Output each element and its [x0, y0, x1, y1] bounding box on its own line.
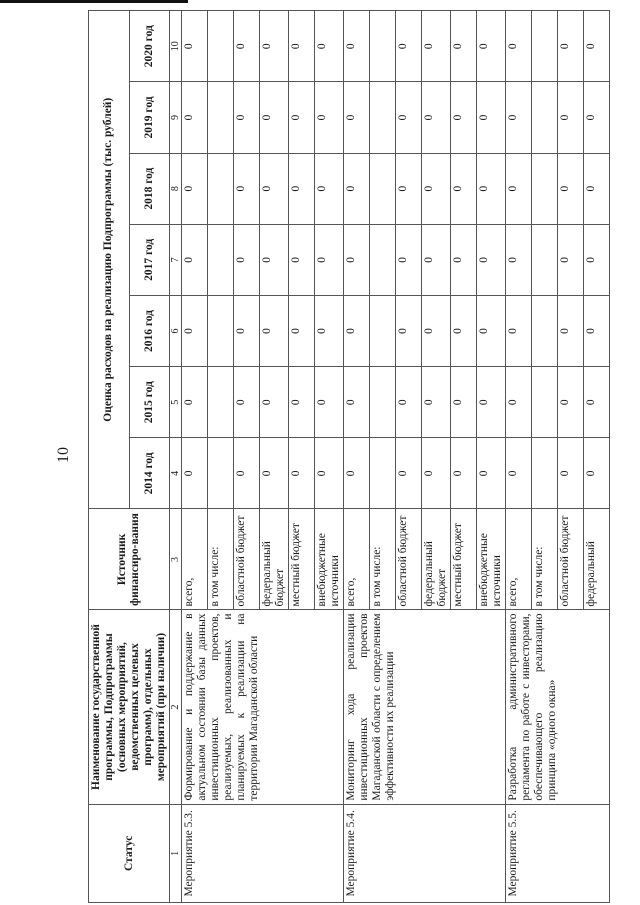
page-number: 10: [55, 447, 72, 463]
cost-value: 0: [234, 367, 260, 438]
column-number: 8: [170, 153, 182, 224]
cost-value: 0: [506, 438, 532, 509]
cost-value: 0: [182, 82, 208, 153]
activity-status: Мероприятие 5.3.: [182, 804, 344, 902]
cost-value: 0: [422, 367, 451, 438]
source-label: федеральный бюджет: [260, 509, 289, 610]
cost-value: 0: [234, 295, 260, 366]
cost-value: 0: [344, 367, 370, 438]
source-label: областной бюджет: [396, 509, 422, 610]
column-number: 2: [170, 610, 182, 804]
cost-value: 0: [506, 295, 532, 366]
activity-name: Разработка административного регламента по работе с инвесторами, обеспечивающего реализацию принципа «одного окна»: [506, 610, 610, 804]
cost-value: [370, 224, 396, 295]
cost-value: 0: [506, 224, 532, 295]
source-label: в том числе:: [370, 509, 396, 610]
cost-value: 0: [477, 438, 506, 509]
cost-value: 0: [477, 367, 506, 438]
cost-value: 0: [344, 82, 370, 153]
header-year: 2019 год: [129, 82, 170, 153]
cost-value: [208, 224, 234, 295]
cost-value: 0: [584, 438, 610, 509]
cost-value: 0: [289, 367, 315, 438]
cost-value: [370, 153, 396, 224]
costs-table: [88, 10, 610, 903]
cost-value: [370, 82, 396, 153]
cost-value: [208, 438, 234, 509]
rotated-table-area: [88, 10, 597, 903]
cost-value: 0: [234, 153, 260, 224]
cost-value: 0: [344, 11, 370, 82]
cost-value: [370, 295, 396, 366]
cost-value: 0: [477, 153, 506, 224]
cost-value: 0: [477, 224, 506, 295]
cost-value: 0: [182, 367, 208, 438]
cost-value: 0: [182, 295, 208, 366]
cost-value: 0: [315, 367, 344, 438]
cost-value: 0: [422, 11, 451, 82]
cost-value: 0: [315, 295, 344, 366]
column-number: 7: [170, 224, 182, 295]
cost-value: 0: [584, 224, 610, 295]
source-label: всего,: [344, 509, 370, 610]
cost-value: 0: [344, 153, 370, 224]
cost-value: 0: [451, 367, 477, 438]
table-row: [182, 11, 208, 903]
cost-value: 0: [289, 82, 315, 153]
cost-value: 0: [260, 153, 289, 224]
cost-value: 0: [396, 153, 422, 224]
cost-value: [532, 224, 558, 295]
cost-value: [208, 367, 234, 438]
cost-value: 0: [260, 367, 289, 438]
header-year: 2017 год: [129, 224, 170, 295]
source-label: всего,: [506, 509, 532, 610]
cost-value: 0: [558, 82, 584, 153]
cost-value: 0: [289, 153, 315, 224]
cost-value: 0: [315, 438, 344, 509]
header-year: 2016 год: [129, 295, 170, 366]
cost-value: [532, 295, 558, 366]
table-row: [506, 11, 532, 903]
cost-value: 0: [260, 224, 289, 295]
cost-value: 0: [396, 224, 422, 295]
table-row: [344, 11, 370, 903]
cost-value: 0: [506, 367, 532, 438]
cost-value: 0: [396, 82, 422, 153]
cost-value: 0: [344, 224, 370, 295]
cost-value: [532, 438, 558, 509]
activity-status: Мероприятие 5.5.: [506, 804, 610, 902]
cost-value: 0: [396, 11, 422, 82]
cost-value: 0: [506, 11, 532, 82]
source-label: в том числе:: [532, 509, 558, 610]
cost-value: 0: [506, 153, 532, 224]
header-year: 2020 год: [129, 11, 170, 82]
cost-value: 0: [315, 224, 344, 295]
header-source: Источник финансиро-вания: [89, 509, 170, 610]
cost-value: 0: [584, 367, 610, 438]
cost-value: 0: [451, 153, 477, 224]
header-year: 2014 год: [129, 438, 170, 509]
cost-value: 0: [451, 224, 477, 295]
source-label: местный бюджет: [289, 509, 315, 610]
header-name: Наименование государственной программы, Подпрограммы (основных мероприятий, ведомственных целевых программ), отдельных мероприятий (при наличии): [89, 610, 170, 804]
cost-value: 0: [260, 438, 289, 509]
cost-value: 0: [234, 82, 260, 153]
cost-value: 0: [344, 295, 370, 366]
cost-value: [208, 11, 234, 82]
cost-value: 0: [260, 82, 289, 153]
cost-value: 0: [315, 82, 344, 153]
header-costs-group: Оценка расходов на реализацию Подпрограммы (тыс. рублей): [89, 11, 130, 509]
column-number: 9: [170, 82, 182, 153]
source-label: областной бюджет: [234, 509, 260, 610]
cost-value: [532, 367, 558, 438]
cost-value: 0: [234, 224, 260, 295]
source-label: местный бюджет: [451, 509, 477, 610]
cost-value: [370, 438, 396, 509]
top-rule: [0, 0, 188, 3]
header-year: 2015 год: [129, 367, 170, 438]
cost-value: 0: [451, 295, 477, 366]
cost-value: 0: [396, 295, 422, 366]
cost-value: 0: [182, 11, 208, 82]
cost-value: [208, 295, 234, 366]
cost-value: 0: [422, 295, 451, 366]
column-number: 10: [170, 11, 182, 82]
source-label: федеральный бюджет: [422, 509, 451, 610]
cost-value: 0: [422, 153, 451, 224]
cost-value: 0: [558, 224, 584, 295]
cost-value: 0: [315, 153, 344, 224]
cost-value: 0: [344, 438, 370, 509]
cost-value: 0: [584, 11, 610, 82]
table-body: [182, 11, 610, 903]
cost-value: 0: [451, 438, 477, 509]
cost-value: [208, 153, 234, 224]
cost-value: [370, 367, 396, 438]
source-label: внебюджетные источники: [315, 509, 344, 610]
activity-name: Формирование и поддержание в актуальном состоянии базы данных инвестиционных проектов, реализуемых, реализованных и планируемых к реализации на территории Магаданской области: [182, 610, 344, 804]
cost-value: 0: [584, 153, 610, 224]
cost-value: 0: [260, 11, 289, 82]
cost-value: 0: [396, 438, 422, 509]
cost-value: 0: [558, 11, 584, 82]
cost-value: 0: [182, 153, 208, 224]
cost-value: 0: [289, 295, 315, 366]
cost-value: 0: [477, 82, 506, 153]
cost-value: 0: [422, 224, 451, 295]
column-number: 3: [170, 509, 182, 610]
source-label: в том числе:: [208, 509, 234, 610]
cost-value: 0: [182, 224, 208, 295]
cost-value: [370, 11, 396, 82]
column-number: 1: [170, 804, 182, 902]
source-label: всего,: [182, 509, 208, 610]
cost-value: 0: [289, 224, 315, 295]
cost-value: 0: [477, 11, 506, 82]
cost-value: 0: [558, 367, 584, 438]
cost-value: 0: [234, 438, 260, 509]
cost-value: 0: [289, 438, 315, 509]
cost-value: 0: [506, 82, 532, 153]
cost-value: 0: [584, 82, 610, 153]
source-label: федеральный: [584, 509, 610, 610]
cost-value: 0: [558, 295, 584, 366]
activity-name: Мониторинг хода реализации инвестиционных проектов Магаданской области с определением эффективности их реализации: [344, 610, 506, 804]
cost-value: 0: [558, 153, 584, 224]
column-number: 6: [170, 295, 182, 366]
cost-value: 0: [584, 295, 610, 366]
cost-value: 0: [182, 438, 208, 509]
cost-value: [532, 11, 558, 82]
cost-value: 0: [234, 11, 260, 82]
source-label: внебюджетные источники: [477, 509, 506, 610]
cost-value: 0: [260, 295, 289, 366]
column-number: 4: [170, 438, 182, 509]
cost-value: 0: [315, 11, 344, 82]
cost-value: 0: [422, 82, 451, 153]
cost-value: [532, 82, 558, 153]
cost-value: 0: [451, 82, 477, 153]
cost-value: 0: [289, 11, 315, 82]
source-label: областной бюджет: [558, 509, 584, 610]
cost-value: 0: [422, 438, 451, 509]
cost-value: [208, 82, 234, 153]
cost-value: 0: [451, 11, 477, 82]
cost-value: 0: [558, 438, 584, 509]
column-number: 5: [170, 367, 182, 438]
cost-value: 0: [477, 295, 506, 366]
header-year: 2018 год: [129, 153, 170, 224]
cost-value: [532, 153, 558, 224]
header-status: Статус: [89, 804, 170, 902]
cost-value: 0: [396, 367, 422, 438]
activity-status: Мероприятие 5.4.: [344, 804, 506, 902]
